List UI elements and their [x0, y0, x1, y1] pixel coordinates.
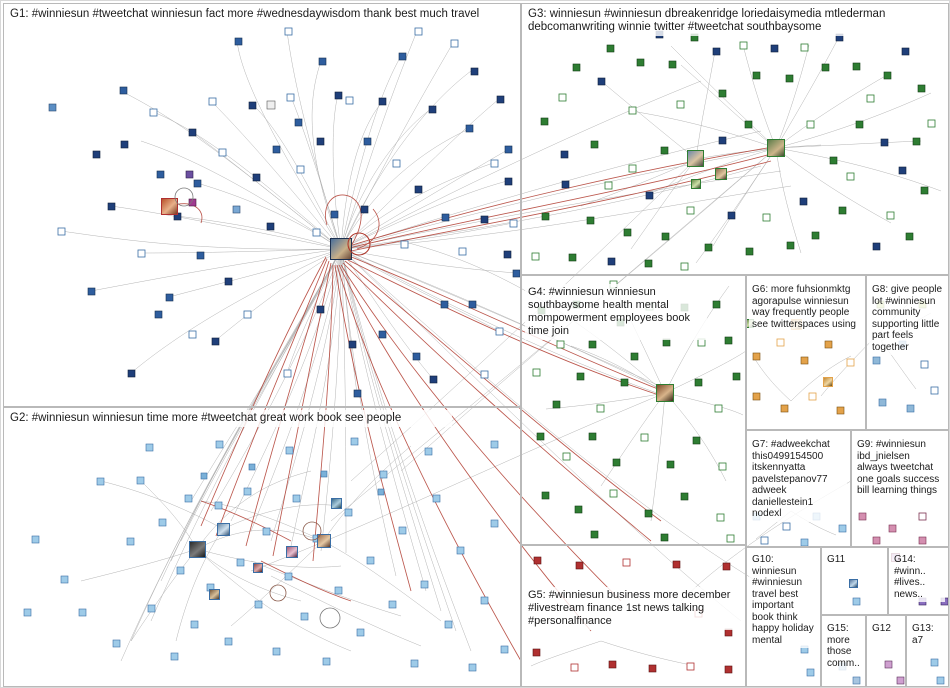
- group-label-g1: G1: #winniesun #tweetchat winniesun fact more #wednesdaywisdom thank best much travel: [7, 6, 512, 23]
- group-label-g2: G2: #winniesun winniesun time more #tweetchat great work book see people: [7, 410, 452, 427]
- group-label-g4: G4: #winniesun winniesun southbaysome health mental mompowerment employees book time join: [525, 284, 707, 340]
- group-label-g11: G11: [824, 552, 882, 568]
- group-label-g7: G7: #adweekchat this0499154500 itskennyatta pavelstepanov77 adweek daniellestein1 nodexl: [749, 437, 847, 522]
- group-label-g9: G9: #winniesun ibd_jnielsen always tweetchat one goals success bill learning things: [854, 437, 946, 499]
- group-label-g12: G12: [869, 621, 903, 637]
- group-label-g8: G8: give people lot #winniesun community supporting little part feels together: [869, 282, 947, 355]
- group-label-g6: G6: more fuhsionmktg agorapulse winniesun way frequently people see twitterspaces using: [749, 282, 863, 332]
- group-label-g3: G3: winniesun #winniesun dbreakenridge loriedaisymedia mtlederman debcomanwriting winnie twitter #tweetchat southbaysome: [525, 6, 945, 36]
- group-label-g13: G13: a7: [909, 621, 947, 648]
- group-label-g14: G14: #winn.. #lives.. news..: [891, 552, 945, 602]
- group-label-g15: G15: more those comm..: [824, 621, 864, 671]
- group-label-g10: G10: winniesun #winniesun travel best important book think happy holiday mental: [749, 552, 817, 648]
- group-label-g5: G5: #winniesun business more december #livestream finance 1st news talking #personalfinance: [525, 587, 741, 630]
